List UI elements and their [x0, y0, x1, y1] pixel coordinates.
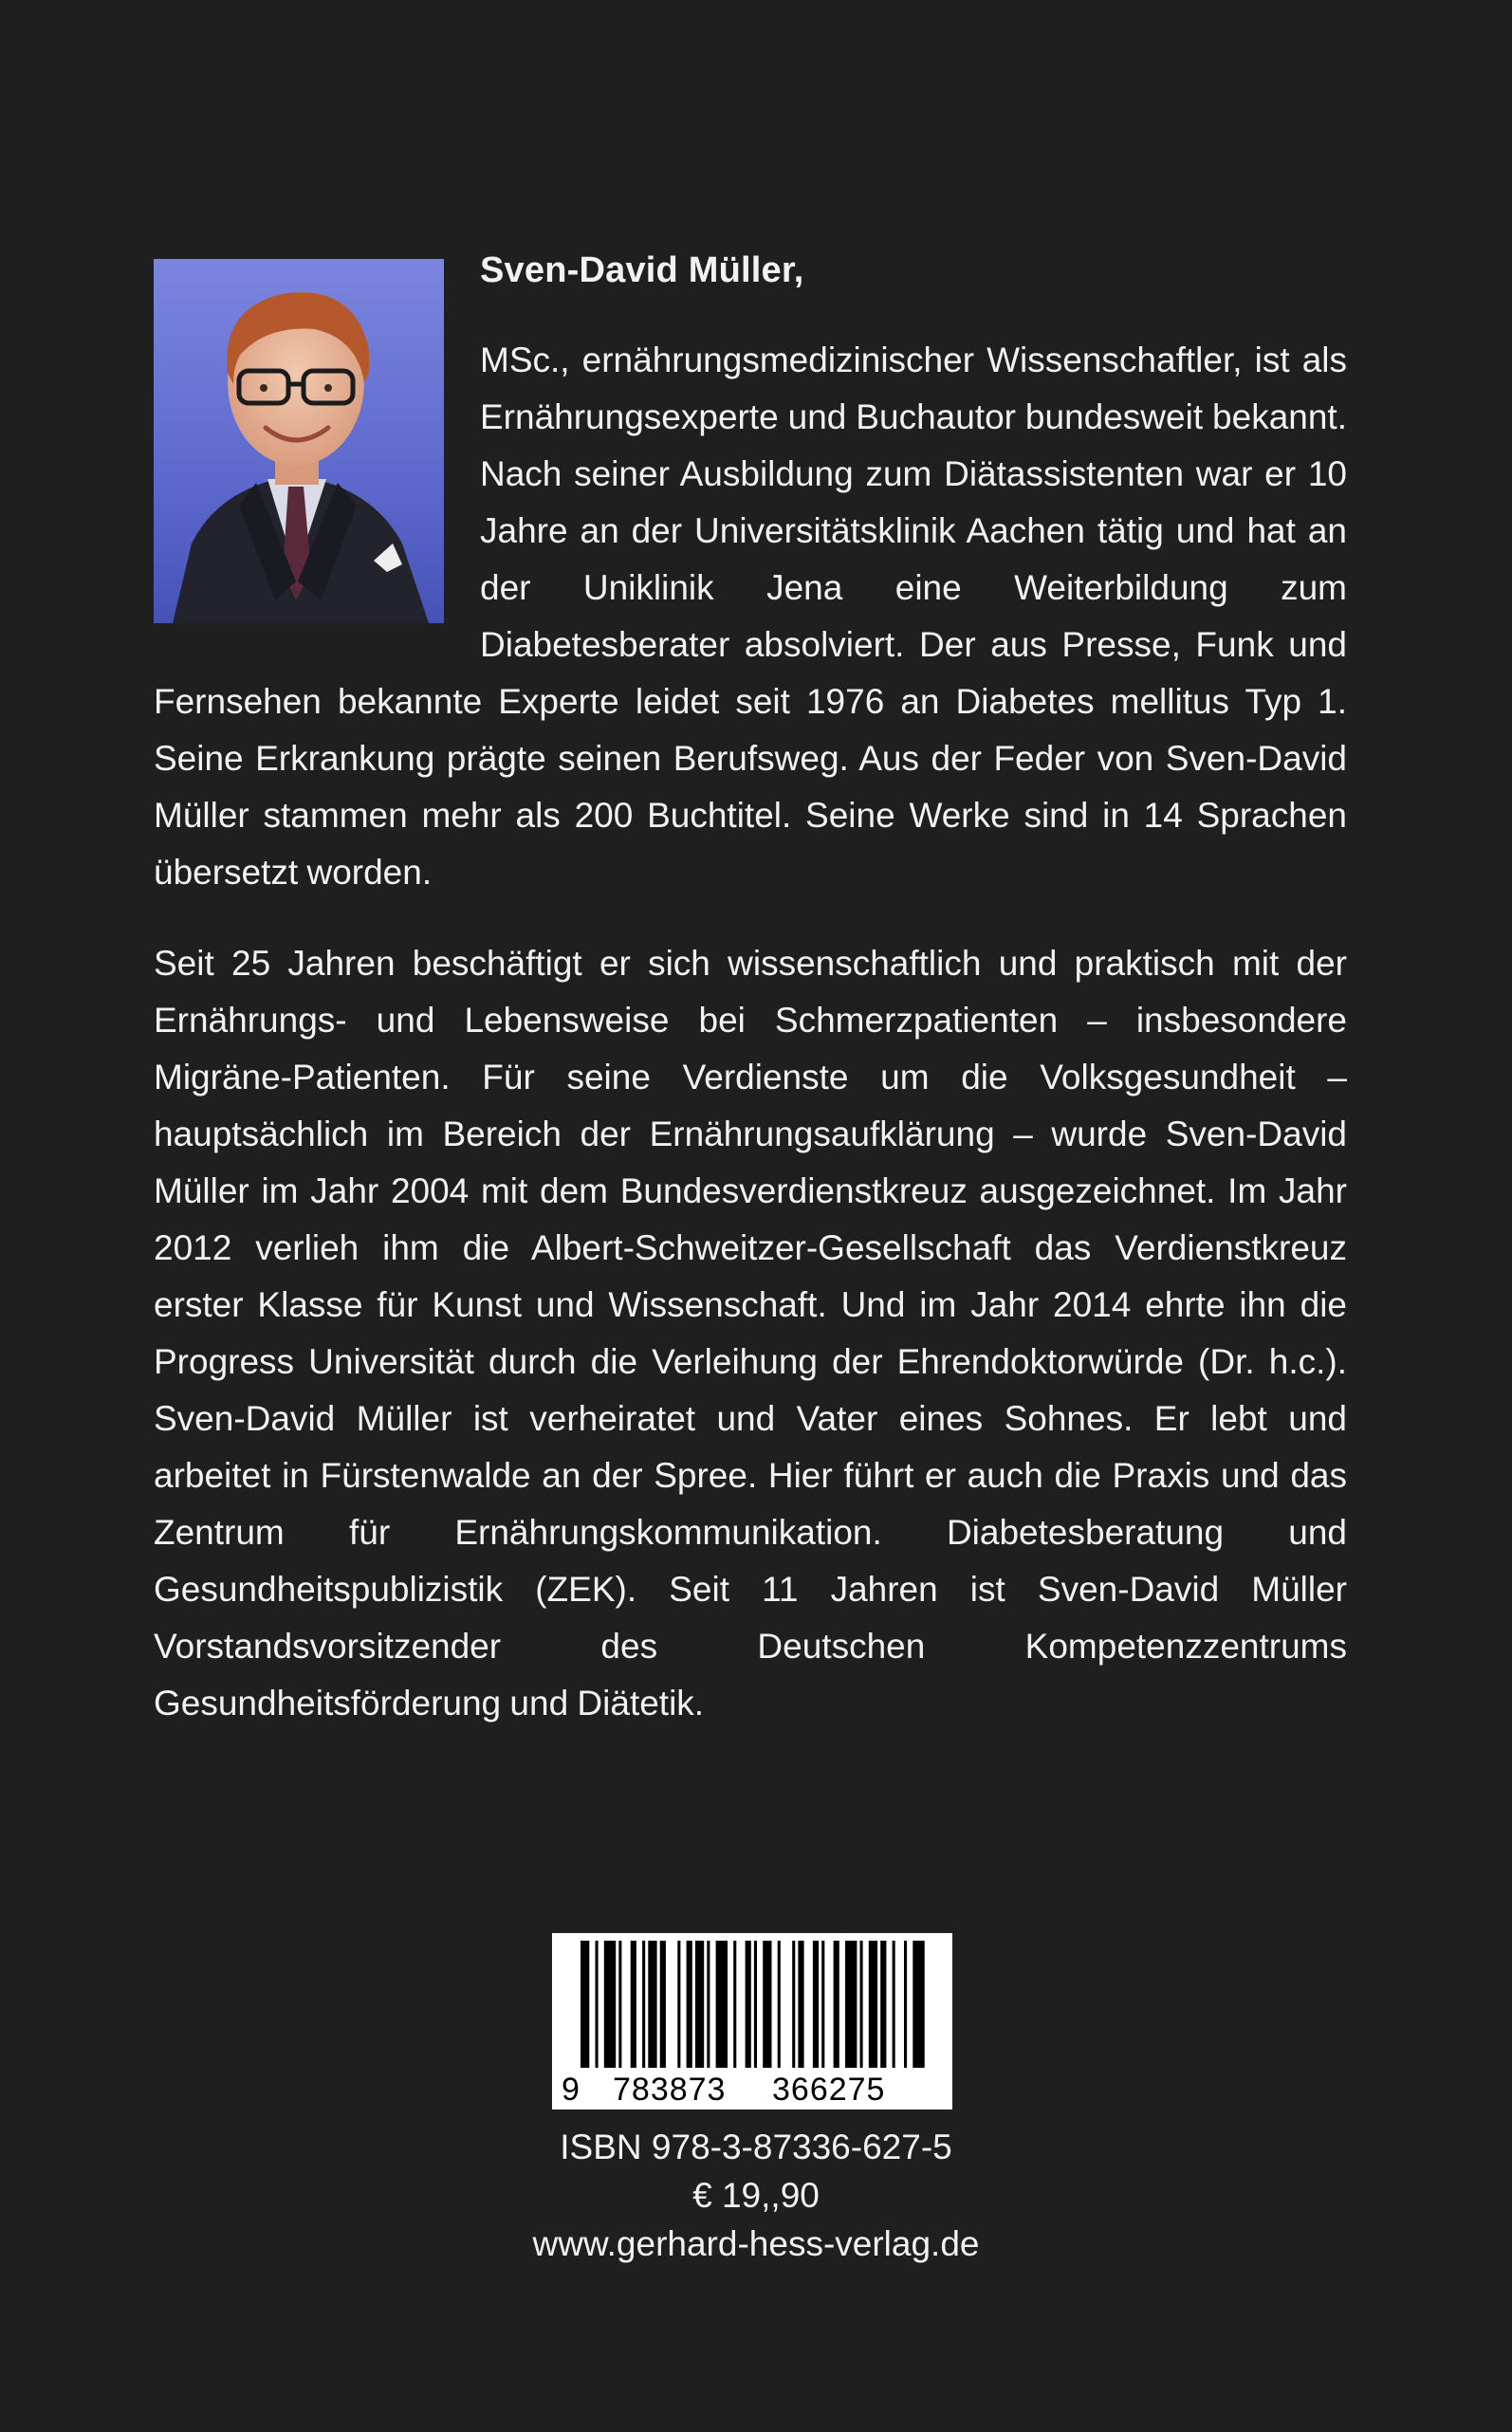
barcode-bar	[581, 1941, 589, 2068]
barcode-bar	[618, 1941, 621, 2068]
ean13-barcode-icon	[552, 1933, 952, 2110]
publisher-website: www.gerhard-hess-verlag.de	[532, 2224, 980, 2263]
barcode-bar	[716, 1941, 728, 2068]
barcode-bar	[860, 1941, 863, 2068]
barcode-bar	[869, 1941, 877, 2068]
barcode-bar	[913, 1941, 924, 2068]
barcode-bars	[581, 1941, 925, 2068]
barcode-bar	[763, 1941, 771, 2068]
barcode-bar	[677, 1941, 680, 2068]
barcode-bar	[660, 1941, 666, 2068]
bio-section	[154, 242, 1347, 1732]
barcode-bar	[880, 1941, 886, 2068]
bio-paragraph-2: Seit 25 Jahren beschäftigt er sich wissenschaftlich und praktisch mit der Ernährungs- und Lebensweise bei Schmerzpatienten – insbesondere Migräne-Patienten. Für seine Verdienste um die Volksgesundheit – hauptsächlich im Bereich der Ernährungsaufklärung – wurde Sven-David Müller im Jahr 2004 mit dem Bundesverdienstkreuz ausgezeichnet. Im Jahr 2012 verlieh ihm die Albert-Schweitzer-Gesellschaft das Verdienstkreuz erster Klasse für Kunst und Wissenschaft. Und im Jahr 2014 ehrte ihn die Progress Universität durch die Verleihung der Ehrendoktorwürde (Dr. h.c.). Sven-David Müller ist verheiratet und Vater eines Sohnes. Er lebt und arbeitet in Fürstenwalde an der Spree. Hier führt er auch die Praxis und das Zentrum für Ernährungskommunikation. Diabetesberatung und Gesundheitspublizistik (ZEK). Seit 11 Jahren ist Sven-David Müller Vorstandsvorsitzender des Deutschen Kompetenzzentrums Gesundheitsförderung und Diätetik.	[154, 944, 1347, 1723]
isbn-text: ISBN 978-3-87336-627-5	[560, 2128, 952, 2166]
price-text: € 19,,90	[692, 2176, 820, 2215]
barcode-bar	[707, 1941, 710, 2068]
barcode-digits-left: 783873	[613, 2072, 727, 2108]
barcode-bar	[821, 1941, 824, 2068]
barcode-bar	[687, 1941, 692, 2068]
author-portrait-icon	[154, 259, 444, 623]
bio-paragraph-1: MSc., ernährungsmedizinischer Wissenschaftler, ist als Ernährungsexperte und Buchautor bundesweit bekannt. Nach seiner Ausbildung zum Diätassistenten war er 10 Jahre an der Universitätsklinik Aachen tätig und hat an der Uniklinik Jena eine Weiterbildung zum Diabetesberater absolviert. Der aus Presse, Funk und Fernsehen bekannte Experte leidet seit 1976 an Diabetes mellitus Typ 1. Seine Erkrankung prägte seinen Berufsweg. Aus der Feder von Sven-David Müller stammen mehr als 200 Buchtitel. Seine Werke sind in 14 Sprachen übersetzt worden.	[154, 341, 1347, 892]
barcode-bar	[642, 1941, 645, 2068]
barcode-bar	[631, 1941, 636, 2068]
isbn-barcode	[552, 1933, 952, 2110]
author-portrait	[154, 259, 444, 623]
barcode-bar	[792, 1941, 795, 2068]
barcode-digit-lead: 9	[562, 2072, 580, 2108]
barcode-bar	[604, 1941, 616, 2068]
barcode-bar	[813, 1941, 819, 2068]
barcode-bar	[834, 1941, 839, 2068]
barcode-bar	[754, 1941, 757, 2068]
author-name: Sven-David Müller,	[480, 250, 804, 290]
barcode-bar	[648, 1941, 656, 2068]
book-info-footer	[0, 2123, 1512, 2268]
barcode-digits-right: 366275	[772, 2072, 886, 2108]
barcode-bar	[596, 1941, 599, 2068]
barcode-bar	[733, 1941, 736, 2068]
barcode-bar	[798, 1941, 803, 2068]
barcode-bar	[904, 1941, 907, 2068]
barcode-bar	[778, 1941, 781, 2068]
barcode-bar	[893, 1941, 895, 2068]
barcode-bar	[695, 1941, 704, 2068]
barcode-bar	[845, 1941, 857, 2068]
barcode-bar	[746, 1941, 751, 2068]
